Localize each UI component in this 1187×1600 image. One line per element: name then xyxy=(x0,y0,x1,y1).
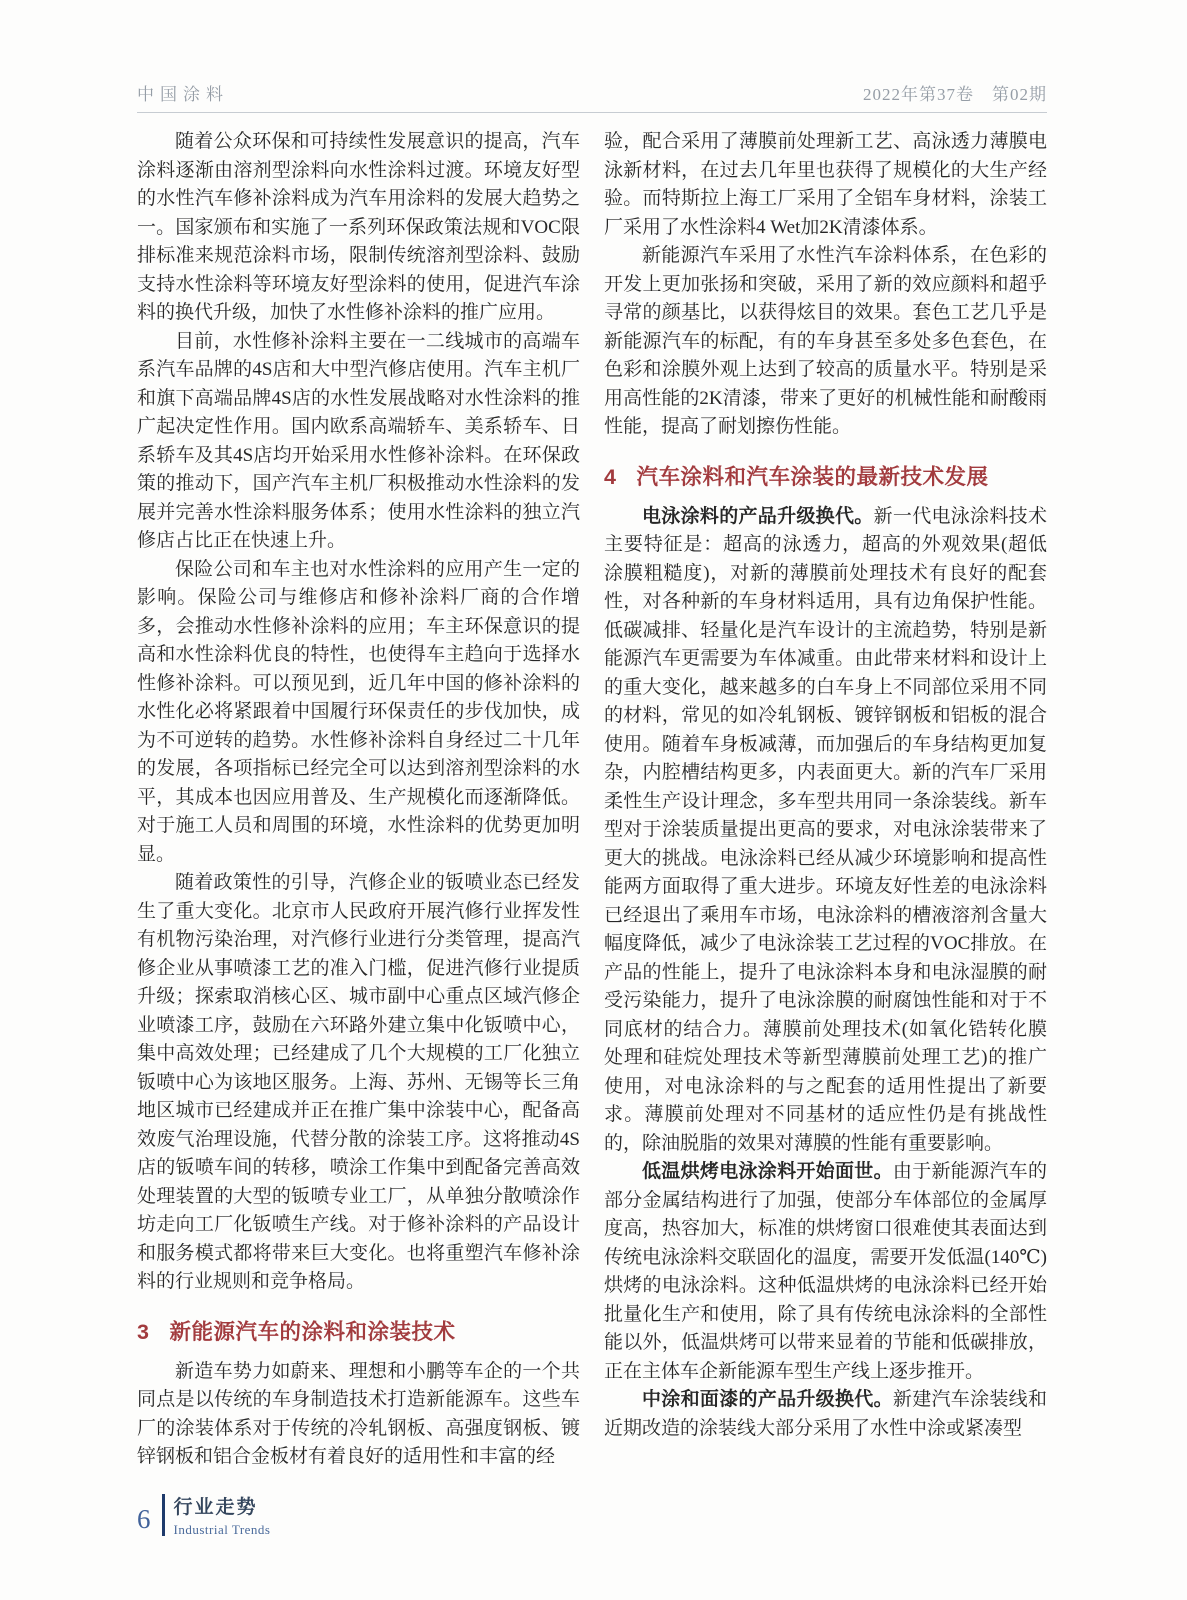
footer-divider xyxy=(162,1494,165,1536)
paragraph: 目前，水性修补涂料主要在一二线城市的高端车系汽车品牌的4S店和大中型汽修店使用。汽车主机厂和旗下高端品牌4S店的水性发展战略对水性涂料的推广起决定性作用。国内欧系高端轿车、美系轿车、日系轿车及其4S店均开始采用水性修补涂料。在环保政策的推动下，国产汽车主机厂积极推动水性涂料的发展并完善水性涂料服务体系；使用水性涂料的独立汽修店占比正在快速上升。 xyxy=(137,330,580,551)
page-header xyxy=(137,80,1047,113)
section-heading xyxy=(604,460,1047,491)
paragraph: 验，配合采用了薄膜前处理新工艺、高泳透力薄膜电泳新材料，在过去几年里也获得了规模化的大生产经验。而特斯拉上海工厂采用了全铝车身材料，涂装工厂采用了水性涂料4 Wet加2K清漆体系。 xyxy=(604,131,1047,238)
article-body xyxy=(137,128,1047,1472)
paragraph-lead: 中涂和面漆的产品升级换代。 xyxy=(642,1389,893,1410)
paragraph: 新造车势力如蔚来、理想和小鹏等车企的一个共同点是以传统的车身制造技术打造新能源车。这些车厂的涂装体系对于传统的冷轧钢板、高强度钢板、镀锌钢板和铝合金板材有着良好的适用性和丰富的经 xyxy=(137,1360,580,1467)
paragraph: 新能源汽车采用了水性汽车涂料体系，在色彩的开发上更加张扬和突破，采用了新的效应颜料和超乎寻常的颜基比，以获得炫目的效果。套色工艺几乎是新能源汽车的标配，有的车身甚至多处多色套色，在色彩和涂膜外观上达到了较高的质量水平。特别是采用高性能的2K清漆，带来了更好的机械性能和耐酸雨性能，提高了耐划擦伤性能。 xyxy=(604,245,1047,437)
footer-section-title: 行业走势 xyxy=(173,1497,258,1518)
paragraph: 中涂和面漆的产品升级换代。新建汽车涂装线和近期改造的涂装线大部分采用了水性中涂或紧凑型 xyxy=(604,1389,1047,1439)
paragraph: 随着公众环保和可持续性发展意识的提高，汽车涂料逐渐由溶剂型涂料向水性涂料过渡。环境友好型的水性汽车修补涂料成为汽车用涂料的发展大趋势之一。国家颁布和实施了一系列环保政策法规和VOC限排标准来规范涂料市场，限制传统溶剂型涂料、鼓励支持水性涂料等环境友好型涂料的使用，促进汽车涂料的换代升级，加快了水性修补涂料的推广应用。 xyxy=(137,131,580,323)
footer-section xyxy=(174,1492,271,1538)
page-footer xyxy=(137,1492,270,1538)
page-number: 6 xyxy=(137,1503,151,1534)
paragraph: 随着政策性的引导，汽修企业的钣喷业态已经发生了重大变化。北京市人民政府开展汽修行业挥发性有机物污染治理，对汽修行业进行分类管理，提高汽修企业从事喷漆工艺的准入门槛，促进汽修行业提质升级；探索取消核心区、城市副中心重点区域汽修企业喷漆工序，鼓励在六环路外建立集中化钣喷中心，集中高效处理；已经建成了几个大规模的工厂化独立钣喷中心为该地区服务。上海、苏州、无锡等长三角地区城市已经建成并正在推广集中涂装中心，配备高效废气治理设施，代替分散的涂装工序。这将推动4S店的钣喷车间的转移，喷涂工作集中到配备完善高效处理装置的大型的钣喷专业工厂，从单独分散喷涂作坊走向工厂化钣喷生产线。对于修补涂料的产品设计和服务模式都将带来巨大变化。也将重塑汽车修补涂料的行业规则和竞争格局。 xyxy=(137,872,580,1292)
column-right xyxy=(604,128,1047,1472)
journal-name: 中国涂料 xyxy=(137,85,229,104)
paragraph: 保险公司和车主也对水性涂料的应用产生一定的影响。保险公司与维修店和修补涂料厂商的合作增多，会推动水性修补涂料的应用；车主环保意识的提高和水性涂料优良的特性，也使得车主趋向于选择水性修补涂料。可以预见到，近几年中国的修补涂料的水性化必将紧跟着中国履行环保责任的步伐加快，成为不可逆转的趋势。水性修补涂料自身经过二十几年的发展，各项指标已经完全可以达到溶剂型涂料的水平，其成本也因应用普及、生产规模化而逐渐降低。对于施工人员和周围的环境，水性涂料的优势更加明显。 xyxy=(137,558,580,865)
section-number: 3 xyxy=(137,1319,150,1344)
footer-section-subtitle: Industrial Trends xyxy=(173,1522,271,1537)
paragraph-lead: 电泳涂料的产品升级换代。 xyxy=(642,505,874,527)
section-number: 4 xyxy=(604,464,617,489)
section-heading xyxy=(137,1315,580,1346)
paragraph: 电泳涂料的产品升级换代。新一代电泳涂料技术主要特征是：超高的泳透力，超高的外观效果(超低涂膜粗糙度)，对新的薄膜前处理技术有良好的配套性，对各种新的车身材料适用，具有边角保护性能。低碳减排、轻量化是汽车设计的主流趋势，特别是新能源汽车更需要为车体减重。由此带来材料和设计上的重大变化，越来越多的白车身上不同部位采用不同的材料，常见的如冷轧钢板、镀锌钢板和铝板的混合使用。随着车身板减薄，而加强后的车身结构更加复杂，内腔槽结构更多，内表面更大。新的汽车厂采用柔性生产设计理念，多车型共用同一条涂装线。新车型对于涂装质量提出更高的要求，对电泳涂装带来了更大的挑战。电泳涂料已经从减少环境影响和提高性能两方面取得了重大进步。环境友好性差的电泳涂料已经退出了乘用车市场，电泳涂料的槽液溶剂含量大幅度降低，减少了电泳涂装工艺过程的VOC排放。在产品的性能上，提升了电泳涂料本身和电泳湿膜的耐受污染能力，提升了电泳涂膜的耐腐蚀性能和对于不同底材的结合力。薄膜前处理技术(如氧化锆转化膜处理和硅烷处理技术等新型薄膜前处理工艺)的推广使用，对电泳涂料的与之配套的适用性提出了新要求。薄膜前处理对不同基材的适应性仍是有挑战性的，除油脱脂的效果对薄膜的性能有重要影响。 xyxy=(604,505,1047,1154)
section-title: 汽车涂料和汽车涂装的最新技术发展 xyxy=(636,464,989,489)
column-left xyxy=(137,128,580,1472)
section-title: 新能源汽车的涂料和涂装技术 xyxy=(169,1319,456,1344)
paragraph: 低温烘烤电泳涂料开始面世。由于新能源汽车的部分金属结构进行了加强，使部分车体部位的金属厚度高，热容加大，标准的烘烤窗口很难使其表面达到传统电泳涂料交联固化的温度，需要开发低温(140℃)烘烤的电泳涂料。这种低温烘烤的电泳涂料已经开始批量化生产和使用，除了具有传统电泳涂料的全部性能以外，低温烘烤可以带来显着的节能和低碳排放，正在主体车企新能源车型生产线上逐步推开。 xyxy=(604,1161,1047,1382)
paragraph-lead: 低温烘烤电泳涂料开始面世。 xyxy=(642,1161,893,1182)
issue-info: 2022年第37卷 第02期 xyxy=(863,85,1047,104)
